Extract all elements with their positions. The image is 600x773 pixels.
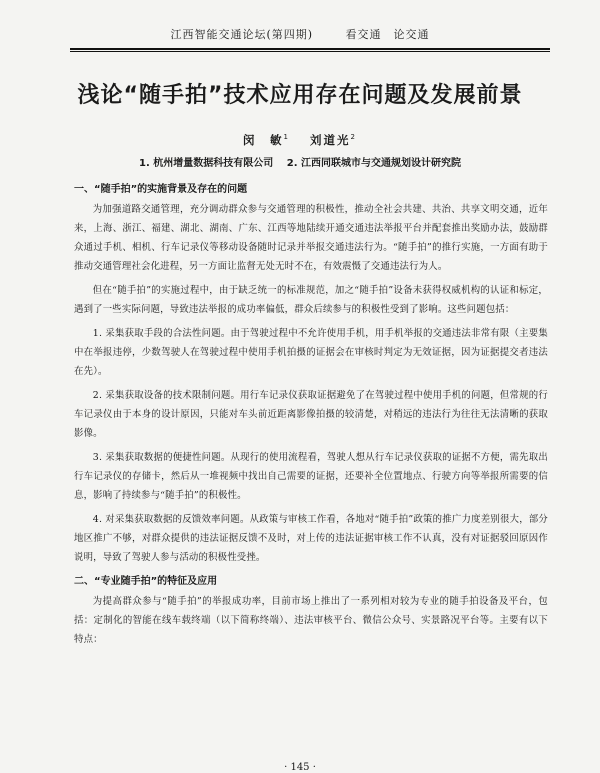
page-number: · 145 · [284,762,316,773]
paragraph: 1. 采集获取手段的合法性问题。由于驾驶过程中不允许使用手机，用手机举报的交通违法非常有限（主要集中在举报违停，少数驾驶人在驾驶过程中使用手机拍摄的证据会在审核时判定为无效证据，因为证据提交者违法在先）。 [74,328,548,377]
author-name: 闵 敏 [243,133,284,147]
author-name: 刘道光 [310,133,351,147]
section-heading: 一、“随手拍”的实施背景及存在的问题 [74,184,248,195]
paragraph: 为加强道路交通管理，充分调动群众参与交通管理的积极性，推动全社会共建、共治、共享文明交通，近年来，上海、浙江、福建、湖北、湖南、广东、江西等地陆续开通交通违法举报平台并配套推出奖励办法，鼓励群众通过手机、相机、行车记录仪等移动设备随时记录并举报交通违法行为。“随手拍”的推行实施，一方面有助于推动交通管理社会化进程，另一方面让监督无处无时不在，有效震慑了交通违法行为人。 [74,204,548,272]
section-heading: 二、“专业随手拍”的特征及应用 [74,576,218,587]
affiliation: 1. 杭州增量数据科技有限公司 [139,158,274,169]
article-body [74,180,548,654]
paragraph: 4. 对采集获取数据的反馈效率问题。从政策与审核工作看，各地对“随手拍”政策的推广力度差别很大，部分地区推广不够，对群众提供的违法证据反馈不及时，对上传的违法证据审核工作不认真，没有对证据驳回原因作说明，导致了驾驶人参与活动的积极性受挫。 [74,514,548,563]
header-rule-thin [70,51,550,52]
journal-name: 江西智能交通论坛(第四期) [170,28,314,41]
paragraph: 3. 采集获取数据的便捷性问题。从现行的使用流程看，驾驶人想从行车记录仪获取的证据不方便，需先取出行车记录仪的存储卡，然后从一堆视频中找出自己需要的证据，还要补全位置地点、行驶方向等举报所需要的信息，影响了持续参与“随手拍”的积极性。 [74,452,548,501]
paragraph: 为提高群众参与“随手拍”的举报成功率，目前市场上推出了一系列相对较为专业的随手拍设备及平台，包括：定制化的智能在线车载终端（以下简称终端）、违法审核平台、微信公众号、实景路况平台等。主要有以下特点： [74,596,548,645]
affiliation-line [0,154,600,169]
paragraph: 2. 采集获取设备的技术限制问题。用行车记录仪获取证据避免了在驾驶过程中使用手机的问题，但常规的行车记录仪由于本身的设计原因，只能对车头前近距离影像拍摄的较清楚，对稍远的违法行为往往无法清晰的获取影像。 [74,390,548,439]
author-line [0,132,600,148]
affiliation-mark: 2 [350,133,357,142]
column-name: 看交通 论交通 [345,28,430,41]
affiliation-mark: 1 [283,133,290,142]
author [243,133,290,147]
header-rule-thick [70,48,550,50]
author [310,133,357,147]
article-title: 浅论“随手拍”技术应用存在问题及发展前景 [77,83,523,108]
affiliation: 2. 江西同联城市与交通规划设计研究院 [286,158,461,169]
paragraph: 但在“随手拍”的实施过程中，由于缺乏统一的标准规范，加之“随手拍”设备未获得权威机构的认证和标定，遇到了一些实际问题，导致违法举报的成功率偏低，群众后续参与的积极性受到了影响。这些问题包括： [74,285,548,315]
